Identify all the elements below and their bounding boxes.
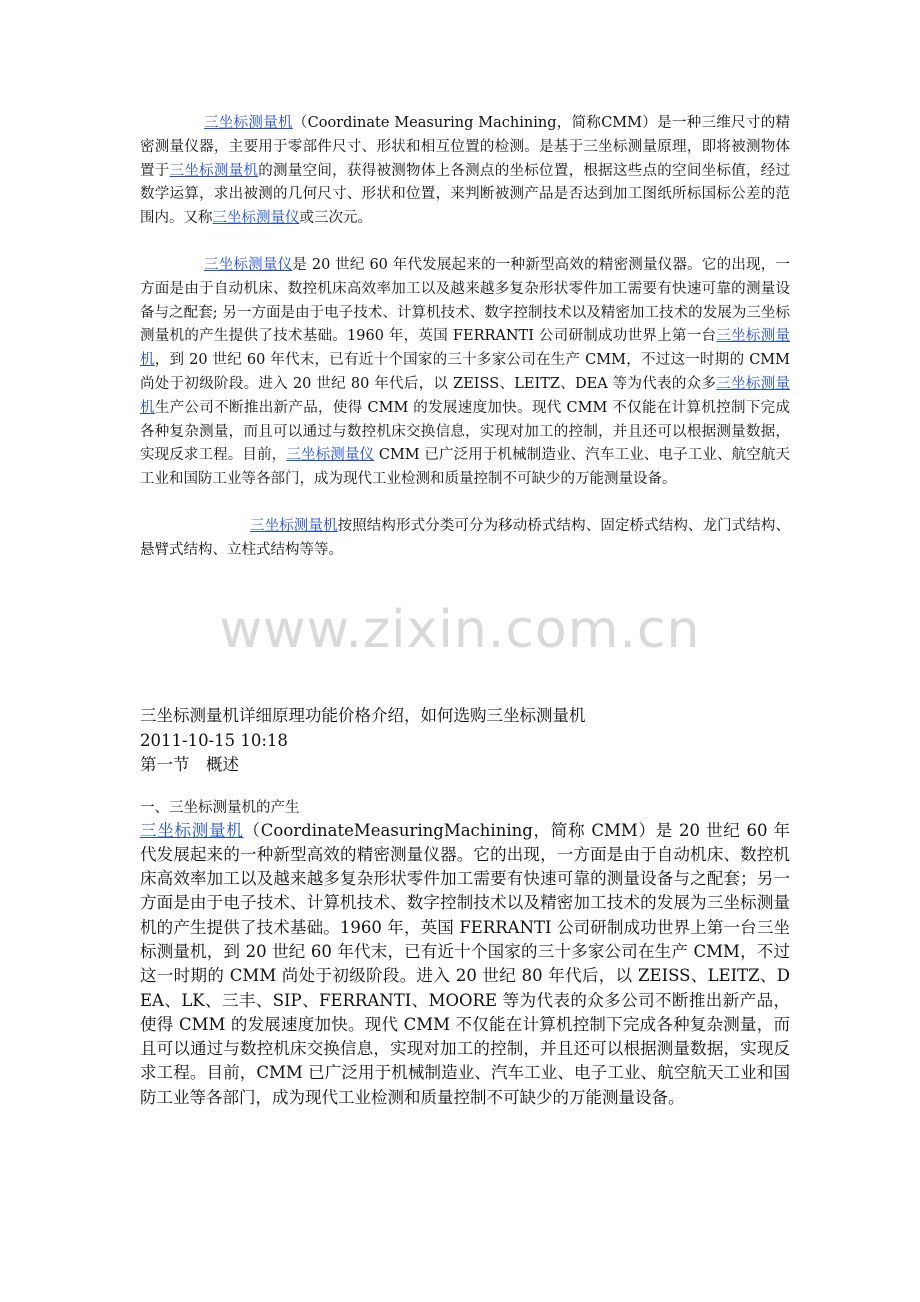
section-heading: 第一节 概述 xyxy=(140,755,239,774)
cmm-instrument-link[interactable]: 三坐标测量仪 xyxy=(286,447,375,464)
article-body xyxy=(140,819,790,1111)
paragraph-text: ，到 20 世纪 60 年代末，已有近十个国家的三十多家公司在生产 CMM，不过这一时期的 CMM 尚处于初级阶段。进入 20 世纪 80 年代后，以 ZEISS、LEITZ、DEA 等为代表的众多 xyxy=(140,352,790,392)
paragraph-text: 按照结构形式分类可分为移动桥式结构、固定桥式结构、龙门式结构、悬臂式结构、立柱式结构等等。 xyxy=(140,517,791,558)
structure-paragraph xyxy=(140,515,790,563)
cmm-instrument-link[interactable]: 三坐标测量仪 xyxy=(204,256,293,273)
paragraph-text: 是 20 世纪 60 年代发展起来的一种新型高效的精密测量仪器。它的出现，一方面是由于自动机床、数控机床高效率加工以及越来越多复杂形状零件加工需要有快速可靠的测量设备与之配套; 另一方面是由于电子技术、计算机技术、数字控制技术以及精密加工技术的发展为三坐标测量机的产生提供了技术基础。1960 年，英国 FERRANTI 公司研制成功世界上第一台 xyxy=(140,256,791,345)
history-paragraph xyxy=(140,254,790,492)
cmm-link[interactable]: 三坐标测量机 xyxy=(140,820,244,840)
paragraph-text: 的测量空间，获得被测物体上各测点的坐标位置，根据这些点的空间坐标值，经过数学运算，求出被测的几何尺寸、形状和位置，来判断被测产品是否达到加工图纸所标国标公差的范围内。又称 xyxy=(140,162,791,227)
cmm-link[interactable]: 三坐标测量机 xyxy=(140,375,790,416)
paragraph-text: 生产公司不断推出新产品，使得 CMM 的发展速度加快。现代 CMM 不仅能在计算机控制下完成各种复杂测量，而且可以通过与数控机床交换信息，实现对加工的控制，并且还可以根据测量数据，实现反求工程。目前， xyxy=(140,399,791,464)
article-date: 2011-10-15 10:18 xyxy=(140,730,288,750)
cmm-link[interactable]: 三坐标测量机 xyxy=(169,162,259,179)
subsection-heading: 一、三坐标测量机的产生 xyxy=(140,799,300,816)
paragraph-text: 或三次元。 xyxy=(299,210,372,227)
watermark: www.zixin.com.cn xyxy=(219,600,701,660)
cmm-instrument-link[interactable]: 三坐标测量仪 xyxy=(212,210,300,227)
article-title: 三坐标测量机详细原理功能价格介绍，如何选购三坐标测量机 xyxy=(140,706,586,725)
article xyxy=(140,704,790,1110)
paragraph-text: CMM 已广泛用于机械制造业、汽车工业、电子工业、航空航天工业和国防工业等各部门，成为现代工业检测和质量控制不可缺少的万能测量设备。 xyxy=(140,447,791,488)
intro-paragraph xyxy=(140,112,790,231)
cmm-link[interactable]: 三坐标测量机 xyxy=(250,517,338,534)
article-body-text: （CoordinateMeasuringMachining，简称 CMM）是 20 世纪 60 年代发展起来的一种新型高效的精密测量仪器。它的出现，一方面是由于自动机床、数控机床高效率加工以及越来越多复杂形状零件加工需要有快速可靠的测量设备与之配套；另一方面是由于电子技术、计算机技术、数字控制技术以及精密加工技术的发展为三坐标测量机的产生提供了技术基础。1960 年，英国 FERRANTI 公司研制成功世界上第一台三坐标测量机，到 20 世纪 60 年代末，已有近十个国家的三十多家公司在生产 CMM，不过这一时期的 CMM 尚处于初级阶段。进入 20 世纪 80 年代后，以 ZEISS、LEITZ、DEA、LK、三丰、SIP、FERRANTI、MOORE 等为代表的众多公司不断推出新产品，使得 CMM 的发展速度加快。现代 CMM 不仅能在计算机控制下完成各种复杂测量，而且可以通过与数控机床交换信息，实现对加工的控制，并且还可以根据测量数据，实现反求工程。目前，CMM 已广泛用于机械制造业、汽车工业、电子工业、航空航天工业和国防工业等各部门，成为现代工业检测和质量控制不可缺少的万能测量设备。 xyxy=(140,820,791,1107)
document-body xyxy=(140,112,790,563)
cmm-link[interactable]: 三坐标测量机 xyxy=(204,115,293,131)
cmm-link[interactable]: 三坐标测量机 xyxy=(140,328,791,369)
paragraph-text: （Coordinate Measuring Machining，简称CMM）是一种三维尺寸的精密测量仪器，主要用于零部件尺寸、形状和相互位置的检测。是基于三坐标测量原理，即将被测物体置于 xyxy=(140,115,791,179)
